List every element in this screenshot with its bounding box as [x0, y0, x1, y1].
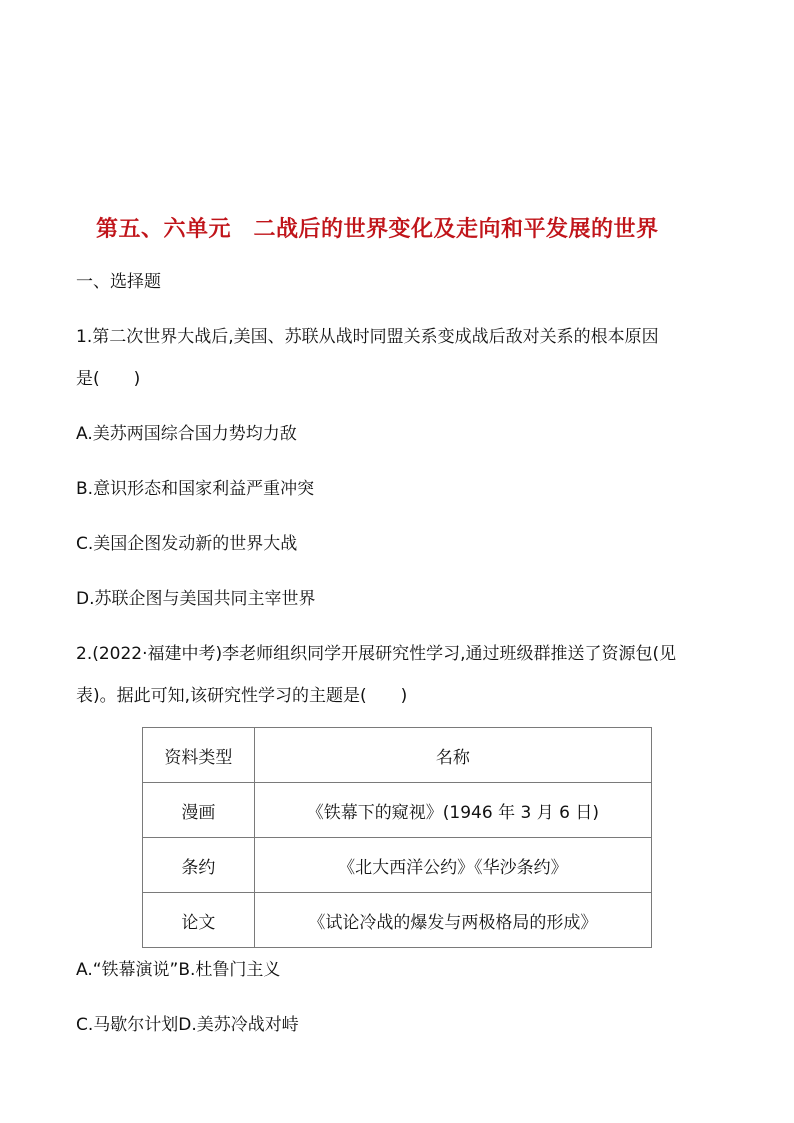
q2-stem-line1: 2.(2022·福建中考)李老师组织同学开展研究性学习,通过班级群推送了资源包(见 — [76, 644, 677, 664]
page-title: 第五、六单元 二战后的世界变化及走向和平发展的世界 — [96, 217, 659, 242]
q2-option-a: A.“铁幕演说” — [76, 960, 179, 980]
q1-option-c: C.美国企图发动新的世界大战 — [76, 534, 298, 554]
q1-option-d: D.苏联企图与美国共同主宰世界 — [76, 589, 316, 609]
section-heading: 一、选择题 — [76, 272, 161, 292]
table-cell: 《铁幕下的窥视》(1946 年 3 月 6 日) — [254, 783, 651, 838]
q2-options-cd — [76, 1013, 299, 1037]
q2-option-b: B.杜鲁门主义 — [178, 960, 281, 980]
q1-option-b: B.意识形态和国家利益严重冲突 — [76, 479, 315, 499]
table-row — [143, 783, 652, 838]
q2-stem-line2: 表)。据此可知,该研究性学习的主题是( ) — [76, 686, 408, 706]
q1-option-a: A.美苏两国综合国力势均力敌 — [76, 424, 297, 444]
q2-options-ab — [76, 958, 280, 982]
table-row — [143, 893, 652, 948]
table-cell: 条约 — [143, 838, 255, 893]
table-cell: 论文 — [143, 893, 255, 948]
table-header-cell: 名称 — [254, 728, 651, 783]
table-row — [143, 838, 652, 893]
table-cell: 漫画 — [143, 783, 255, 838]
resource-table — [142, 727, 652, 948]
q2-option-d: D.美苏冷战对峙 — [178, 1015, 299, 1035]
q2-option-c: C.马歇尔计划 — [76, 1015, 179, 1035]
q1-stem-line1: 1.第二次世界大战后,美国、苏联从战时同盟关系变成战后敌对关系的根本原因 — [76, 327, 659, 347]
table-cell: 《北大西洋公约》《华沙条约》 — [254, 838, 651, 893]
table-header-cell: 资料类型 — [143, 728, 255, 783]
table-header-row — [143, 728, 652, 783]
table-cell: 《试论冷战的爆发与两极格局的形成》 — [254, 893, 651, 948]
q1-stem-line2: 是( ) — [76, 369, 141, 389]
